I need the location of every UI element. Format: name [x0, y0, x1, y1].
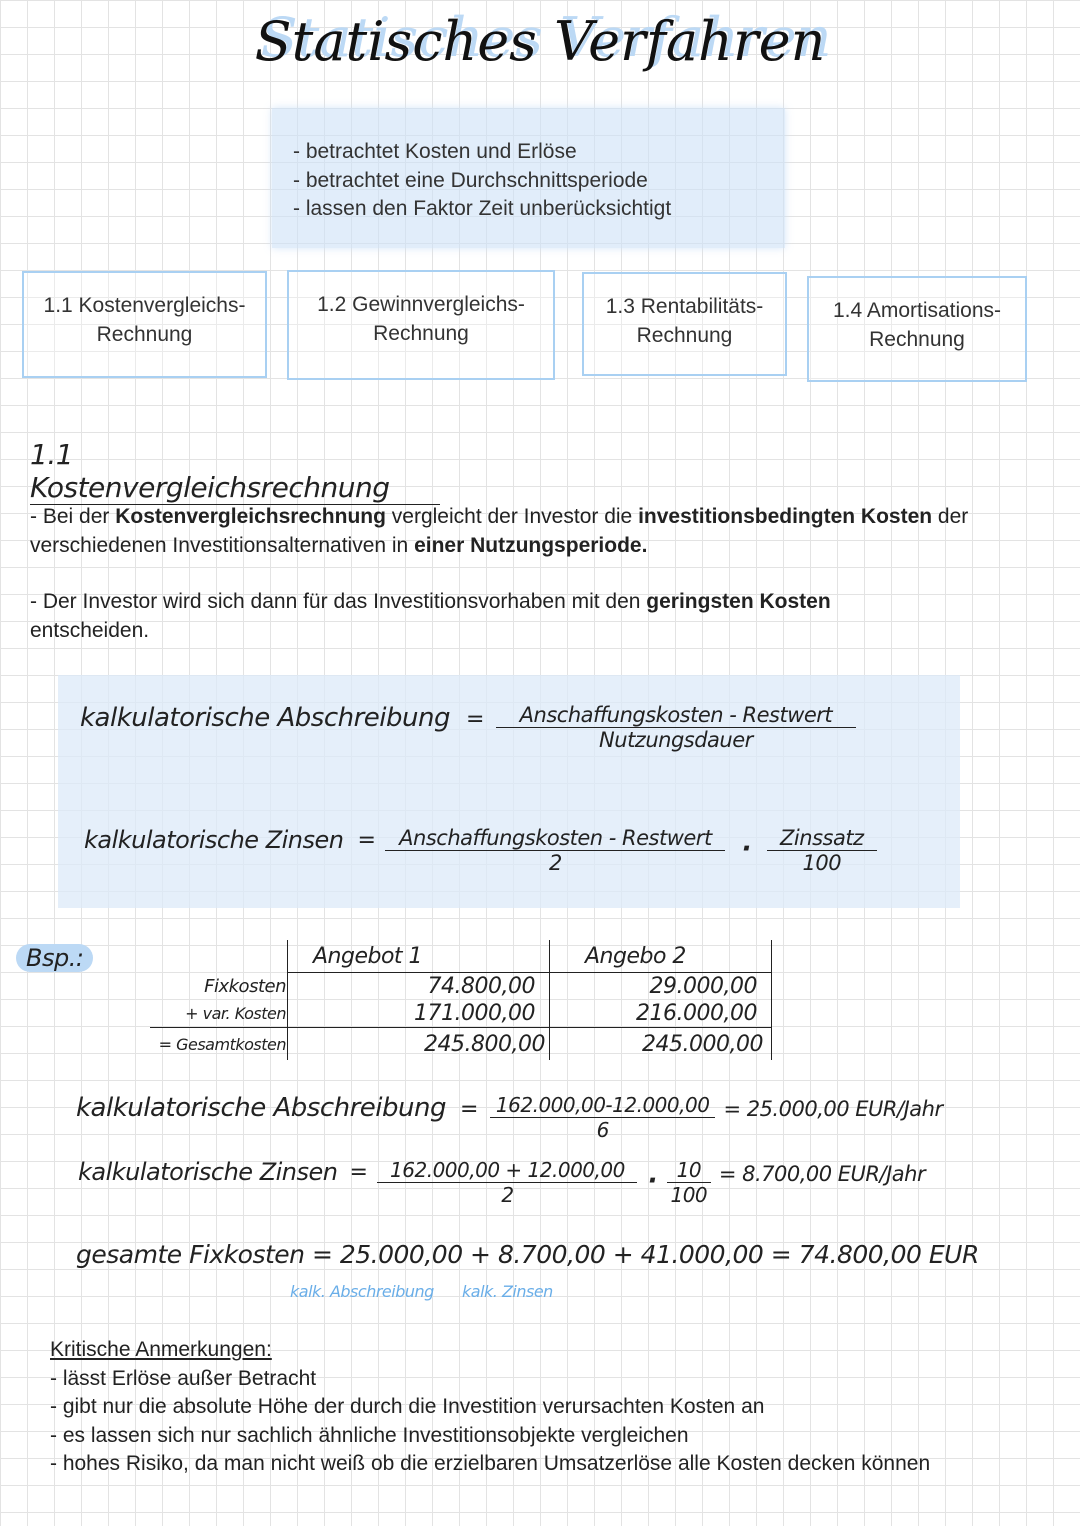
- category-title: 1.3 Rentabilitäts-: [605, 295, 764, 318]
- table-row: [150, 1000, 772, 1028]
- paragraph-decision: [30, 587, 1040, 645]
- formula-fraction: [767, 826, 877, 875]
- cell: 29.000,00: [550, 973, 772, 1001]
- cell: 74.800,00: [288, 973, 550, 1001]
- calc-fraction: [667, 1158, 711, 1207]
- text: - Bei der: [30, 505, 116, 528]
- formula-fraction: [496, 703, 856, 752]
- cell: 245.800,00: [288, 1028, 550, 1061]
- summary-item: - betrachtet eine Durchschnittsperiode: [293, 169, 648, 192]
- category-box-gewinnvergleich: [287, 270, 555, 380]
- category-title: 1.4 Amortisations-: [832, 299, 1002, 322]
- equals: =: [459, 1097, 478, 1122]
- category-title: 1.1 Kostenvergleichs-: [43, 294, 246, 317]
- numerator: Anschaffungskosten - Restwert: [496, 703, 856, 728]
- category-subtitle: Rechnung: [869, 328, 965, 351]
- calc-fraction: [490, 1093, 716, 1142]
- calc-result: = 8.700,00 EUR/Jahr: [718, 1162, 926, 1186]
- numerator: 162.000,00-12.000,00: [490, 1093, 716, 1118]
- table-row: [150, 973, 772, 1001]
- equals: =: [465, 707, 484, 732]
- multiply: ·: [741, 834, 751, 864]
- text-bold: investitionsbedingten Kosten: [638, 505, 933, 528]
- denominator: 100: [802, 851, 842, 875]
- row-label: + var. Kosten: [150, 1000, 288, 1028]
- numerator: Zinssatz: [767, 826, 877, 851]
- text-bold: Kostenvergleichsrechnung: [115, 505, 386, 528]
- denominator: 2: [501, 1183, 514, 1207]
- section-heading: 1.1 Kostenvergleichsrechnung: [30, 438, 440, 505]
- example-label: Bsp.:: [16, 944, 93, 972]
- formula-abschreibung: [80, 703, 856, 752]
- text: vergleicht der Investor die: [385, 505, 639, 528]
- denominator: 2: [549, 851, 562, 875]
- calc-result: = 25.000,00 EUR/Jahr: [723, 1097, 943, 1121]
- row-label: = Gesamtkosten: [158, 1034, 286, 1054]
- numerator: Anschaffungskosten - Restwert: [385, 826, 725, 851]
- table-header-row: [150, 940, 772, 973]
- annotation-abschreibung: kalk. Abschreibung: [290, 1282, 434, 1301]
- formula-zinsen: [84, 826, 877, 875]
- category-subtitle: Rechnung: [636, 324, 733, 347]
- summary-item: - betrachtet Kosten und Erlöse: [293, 140, 577, 163]
- calc-label: kalkulatorische Zinsen: [78, 1158, 338, 1186]
- column-header: Angebo 2: [550, 940, 772, 973]
- paragraph-definition: [30, 502, 1040, 560]
- calc-label: kalkulatorische Abschreibung: [76, 1093, 446, 1123]
- category-subtitle: Rechnung: [96, 323, 193, 346]
- critique-item: - lässt Erlöse außer Betracht: [50, 1366, 317, 1390]
- critique-heading: Kritische Anmerkungen:: [50, 1338, 272, 1361]
- numerator: 162.000,00 + 12.000,00: [377, 1158, 637, 1183]
- cell: 245.000,00: [550, 1028, 772, 1061]
- text-bold: einer Nutzungsperiode.: [414, 534, 648, 557]
- critique-item: - hohes Risiko, da man nicht weiß ob die erzielbaren Umsatzerlöse alle Kosten decken können: [50, 1452, 931, 1475]
- column-header: Angebot 1: [288, 940, 550, 973]
- critique-item: - gibt nur die absolute Höhe der durch die Investition verursachten Kosten an: [50, 1395, 765, 1418]
- category-title: 1.2 Gewinnvergleichs-: [317, 293, 525, 316]
- equals: =: [357, 828, 376, 853]
- critique-section: [50, 1336, 1050, 1479]
- summary-item: - lassen den Faktor Zeit unberücksichtigt: [293, 197, 672, 220]
- numerator: 10: [667, 1158, 711, 1183]
- calc-fraction: [377, 1158, 637, 1207]
- critique-item: - es lassen sich nur sachlich ähnliche Investitionsobjekte vergleichen: [50, 1423, 689, 1447]
- summary-box: [272, 108, 785, 248]
- page-title: Statisches Verfahren: [254, 10, 826, 73]
- category-box-kostenvergleich: [22, 271, 267, 378]
- calc-abschreibung: [76, 1093, 943, 1142]
- multiply: ·: [647, 1166, 657, 1196]
- denominator: 6: [596, 1118, 609, 1142]
- table-row: [150, 1028, 772, 1061]
- calc-zinsen: [78, 1158, 925, 1207]
- text-bold: geringsten Kosten: [646, 590, 831, 613]
- cell: 171.000,00: [288, 1000, 550, 1028]
- equals: =: [349, 1160, 368, 1185]
- text: - Der Investor wird sich dann für das Investitionsvorhaben mit den: [30, 590, 647, 613]
- category-subtitle: Rechnung: [373, 322, 469, 345]
- row-label: Fixkosten: [204, 975, 286, 997]
- annotation-zinsen: kalk. Zinsen: [462, 1282, 553, 1301]
- text: der verschiedenen Investitionsalternativen in: [30, 505, 969, 557]
- formula-label: kalkulatorische Zinsen: [84, 826, 344, 854]
- formula-fraction: [385, 826, 725, 875]
- denominator: Nutzungsdauer: [599, 728, 753, 752]
- denominator: 100: [670, 1183, 708, 1207]
- category-box-amortisation: [807, 276, 1027, 382]
- category-box-rentabilitaet: [582, 272, 787, 376]
- formula-label: kalkulatorische Abschreibung: [80, 703, 450, 733]
- text: entscheiden.: [30, 619, 150, 642]
- cell: 216.000,00: [550, 1000, 772, 1028]
- example-table: [150, 940, 772, 1060]
- total-fixed-costs: gesamte Fixkosten = 25.000,00 + 8.700,00 + 41.000,00 = 74.800,00 EUR: [76, 1240, 979, 1269]
